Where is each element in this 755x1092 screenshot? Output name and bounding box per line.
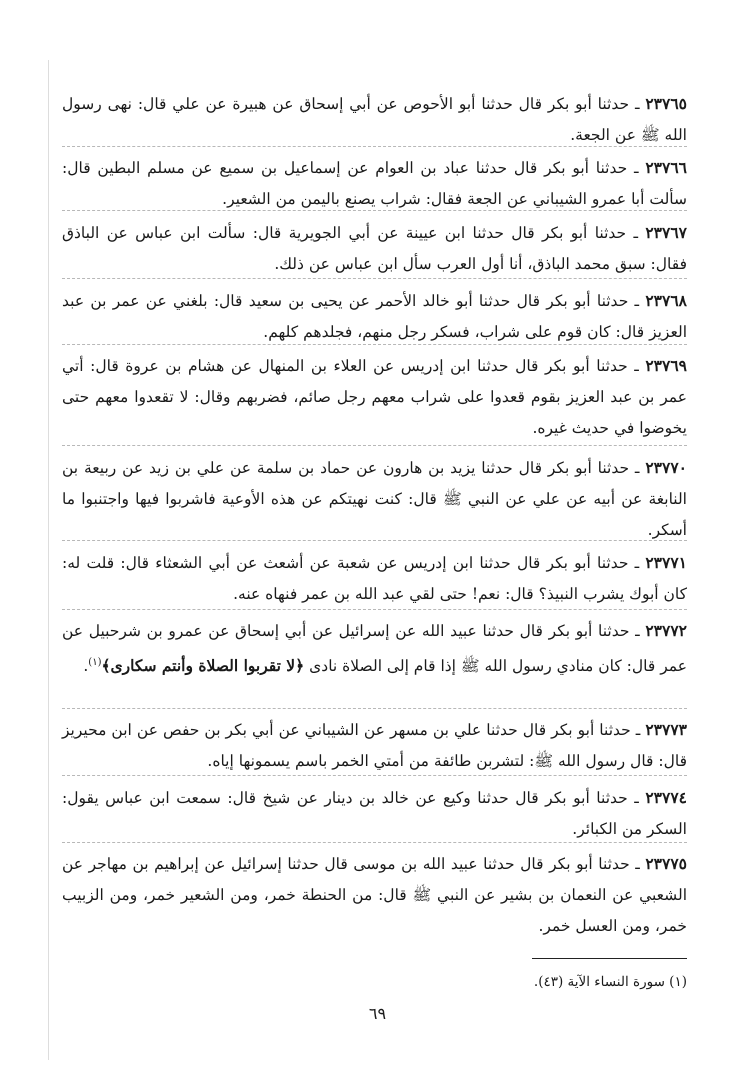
separator — [62, 344, 687, 345]
hadith-text: ـ حدثنا أبو بكر قال حدثنا أبو الأحوص عن أبي إسحاق عن هبيرة عن علي قال: نهى رسول الله ﷺ عن الجعة. — [62, 95, 687, 144]
separator — [62, 278, 687, 279]
hadith-23766 — [62, 152, 687, 215]
hadith-23767 — [62, 217, 687, 280]
quran-verse: ﴿لا تقربوا الصلاة وأنتم سكارى﴾ — [101, 656, 305, 676]
hadith-text: ـ حدثنا أبو بكر قال حدثنا ابن إدريس عن العلاء بن المنهال عن هشام بن عروة قال: أتي عمر بن عبد العزيز بقوم قعدوا على شراب معهم رجل صائم، فضربهم وقال: لا تقعدوا معهم حتى يخوضوا في حديث غيره. — [62, 357, 687, 437]
hadith-23774 — [62, 782, 687, 845]
separator — [62, 146, 687, 147]
hadith-number: ٢٣٧٧٤ — [645, 788, 687, 807]
hadith-23765 — [62, 88, 687, 151]
hadith-23769 — [62, 350, 687, 444]
hadith-number: ٢٣٧٧٠ — [645, 458, 687, 477]
separator — [62, 708, 687, 709]
separator — [62, 775, 687, 776]
footnote-rule — [532, 958, 687, 959]
separator — [62, 540, 687, 541]
hadith-number: ٢٣٧٦٨ — [645, 291, 687, 310]
hadith-text: ـ حدثنا أبو بكر قال حدثنا يزيد بن هارون عن حماد بن سلمة عن علي بن زيد عن ربيعة بن النابغة عن أبيه عن علي عن النبي ﷺ قال: كنت نهيتكم عن هذه الأوعية فاشربوا فيها واجتنبوا ما أسكر. — [62, 459, 687, 539]
hadith-text: ـ حدثنا أبو بكر قال حدثنا أبو خالد الأحمر عن يحيى بن سعيد قال: بلغني عن عمر بن عبد العزيز قال: كان قوم على شراب، فسكر رجل منهم، فجلدهم كلهم. — [62, 292, 687, 341]
page-edge — [48, 60, 49, 1060]
page-number: ٦٩ — [368, 1004, 387, 1023]
hadith-23772 — [62, 615, 687, 682]
hadith-23768 — [62, 285, 687, 348]
hadith-23773 — [62, 714, 687, 777]
hadith-text: ـ حدثنا أبو بكر قال حدثنا عباد بن العوام عن إسماعيل بن سميع عن مسلم البطين قال: سألت أبا عمرو الشيباني عن الجعة فقال: شراب يصنع باليمن من الشعير. — [62, 159, 687, 208]
hadith-number: ٢٣٧٦٧ — [645, 223, 687, 242]
footnote-marker: (١) — [88, 657, 102, 668]
hadith-end: . — [83, 657, 89, 676]
hadith-number: ٢٣٧٧١ — [645, 553, 687, 572]
hadith-text: ـ حدثنا أبو بكر قال حدثنا عبيد الله عن إسرائيل عن أبي إسحاق عن عمرو بن شرحبيل عن عمر قال: كان منادي رسول الله ﷺ إذا قام إلى الصلاة نادى — [62, 622, 687, 676]
separator — [62, 609, 687, 610]
hadith-number: ٢٣٧٧٣ — [645, 720, 687, 739]
separator — [62, 210, 687, 211]
hadith-number: ٢٣٧٦٦ — [645, 158, 687, 177]
hadith-text: ـ حدثنا أبو بكر قال حدثنا ابن عيينة عن أبي الجويرية قال: سألت ابن عباس عن الباذق فقال: سبق محمد الباذق، أنا أول العرب سأل ابن عباس عن ذلك. — [62, 224, 687, 273]
hadith-23771 — [62, 547, 687, 610]
hadith-23770 — [62, 452, 687, 546]
hadith-number: ٢٣٧٦٥ — [645, 94, 687, 113]
hadith-number: ٢٣٧٧٢ — [645, 621, 687, 640]
separator — [62, 445, 687, 446]
hadith-23775 — [62, 848, 687, 942]
hadith-text: ـ حدثنا أبو بكر قال حدثنا وكيع عن خالد بن دينار عن شيخ قال: سمعت ابن عباس يقول: السكر من الكبائر. — [62, 789, 687, 838]
hadith-number: ٢٣٧٦٩ — [645, 356, 687, 375]
footnote: (١) سورة النساء الآية (٤٣). — [533, 974, 687, 990]
hadith-text: ـ حدثنا أبو بكر قال حدثنا ابن إدريس عن شعبة عن أشعث عن أبي الشعثاء قال: قلت له: كان أبوك يشرب النبيذ؟ قال: نعم! حتى لقي عبد الله بن عمر فنهاه عنه. — [62, 554, 687, 603]
hadith-number: ٢٣٧٧٥ — [645, 854, 687, 873]
separator — [62, 842, 687, 843]
hadith-text: ـ حدثنا أبو بكر قال حدثنا عبيد الله بن موسى قال حدثنا إسرائيل عن إبراهيم بن مهاجر عن الشعبي عن النعمان بن بشير عن النبي ﷺ قال: من الحنطة خمر، ومن الشعير خمر، ومن الزبيب خمر، ومن العسل خمر. — [62, 855, 687, 935]
hadith-text: ـ حدثنا أبو بكر قال حدثنا علي بن مسهر عن الشيباني عن أبي بكر بن حفص عن ابن محيريز قال: قال رسول الله ﷺ: لتشربن طائفة من أمتي الخمر باسم يسمونها إياه. — [62, 721, 687, 770]
